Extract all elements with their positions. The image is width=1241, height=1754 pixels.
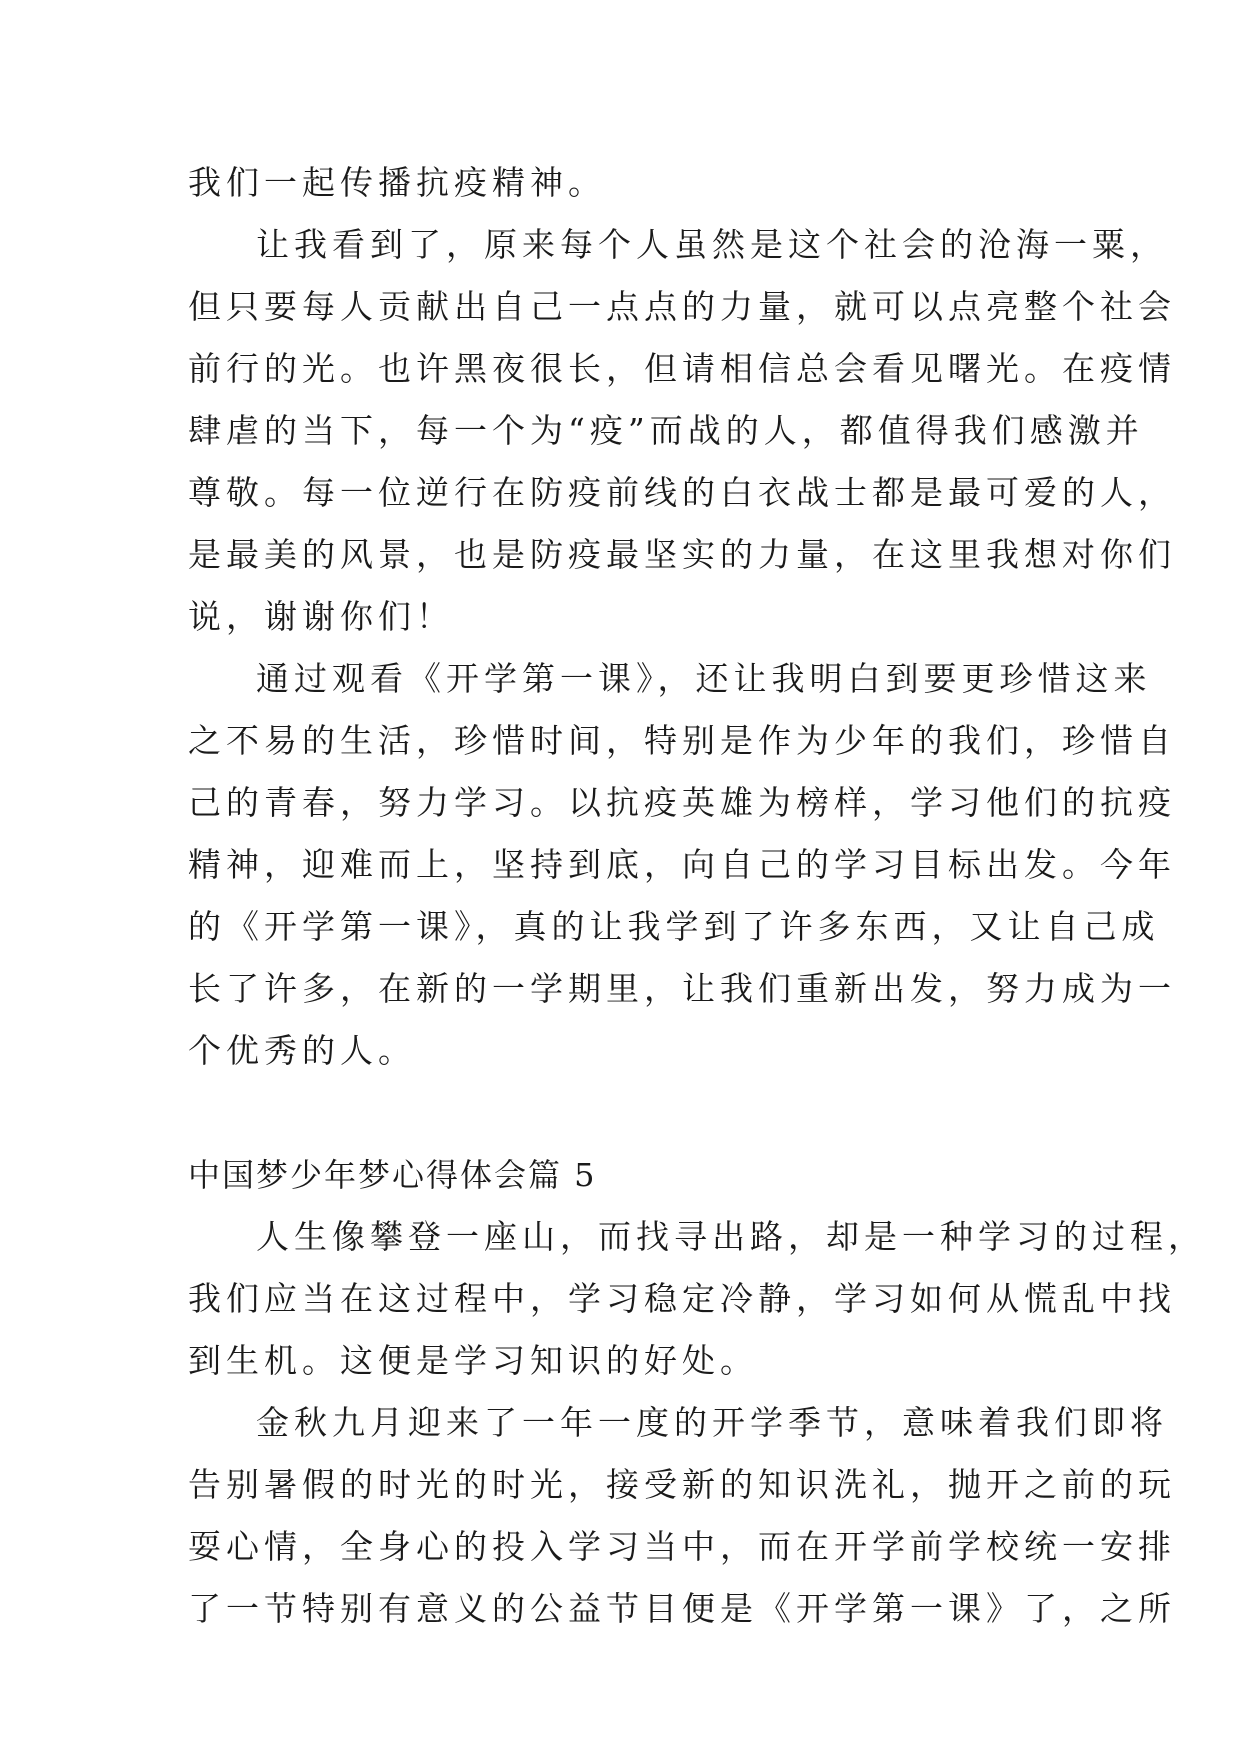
- paragraph-line: 通过观看《开学第一课》，还让我明白到要更珍惜这来: [256, 659, 1152, 698]
- paragraph-line: 的《开学第一课》，真的让我学到了许多东西，又让自己成: [188, 907, 1160, 946]
- paragraph-line: 但只要每人贡献出自己一点点的力量，就可以点亮整个社会: [188, 287, 1176, 326]
- paragraph-line: 尊敬。每一位逆行在防疫前线的白衣战士都是最可爱的人，: [188, 473, 1176, 512]
- paragraph-line: 人生像攀登一座山，而找寻出路，却是一种学习的过程，: [256, 1217, 1206, 1256]
- paragraph-line: 是最美的风景，也是防疫最坚实的力量，在这里我想对你们: [188, 535, 1176, 574]
- paragraph-line: 精神，迎难而上，坚持到底，向自己的学习目标出发。今年: [188, 845, 1176, 884]
- paragraph-line: 到生机。这便是学习知识的好处。: [188, 1341, 758, 1380]
- paragraph-line: 金秋九月迎来了一年一度的开学季节，意味着我们即将: [256, 1403, 1168, 1442]
- section-spacer: [188, 1082, 1068, 1144]
- paragraph-line: 长了许多，在新的一学期里，让我们重新出发，努力成为一: [188, 969, 1176, 1008]
- paragraph-line: 个优秀的人。: [188, 1031, 416, 1070]
- paragraph-line: 己的青春，努力学习。以抗疫英雄为榜样，学习他们的抗疫: [188, 783, 1176, 822]
- paragraph-line: 我们一起传播抗疫精神。: [188, 163, 606, 202]
- document-body: [188, 152, 1206, 1640]
- paragraph-line: 让我看到了，原来每个人虽然是这个社会的沧海一粟，: [256, 225, 1168, 264]
- paragraph-line: 告别暑假的时光的时光，接受新的知识洗礼，抛开之前的玩: [188, 1465, 1176, 1504]
- paragraph-line: 肆虐的当下，每一个为“疫”而战的人，都值得我们感激并: [188, 411, 1144, 450]
- paragraph-line: 耍心情，全身心的投入学习当中，而在开学前学校统一安排: [188, 1527, 1176, 1566]
- paragraph-line: 我们应当在这过程中，学习稳定冷静，学习如何从慌乱中找: [188, 1279, 1176, 1318]
- paragraph-line: 说，谢谢你们！: [188, 597, 454, 636]
- section-title: 中国梦少年梦心得体会篇 5: [188, 1156, 597, 1194]
- paragraph-line: 前行的光。也许黑夜很长，但请相信总会看见曙光。在疫情: [188, 349, 1176, 388]
- paragraph-line: 之不易的生活，珍惜时间，特别是作为少年的我们，珍惜自: [188, 721, 1176, 760]
- paragraph-line: 了一节特别有意义的公益节目便是《开学第一课》了，之所: [188, 1589, 1176, 1628]
